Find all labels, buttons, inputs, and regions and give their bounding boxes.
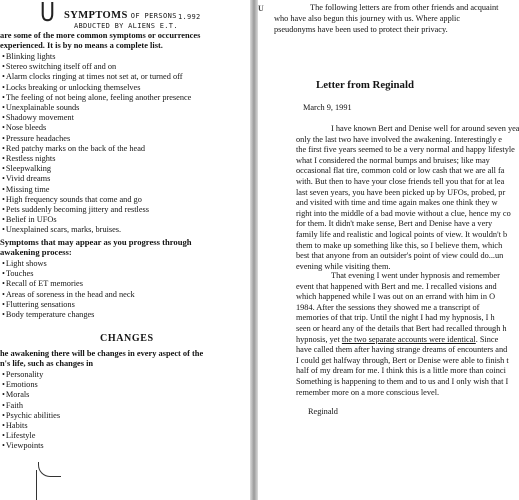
changes-heading: CHANGES	[100, 333, 154, 344]
text-line: occasional flat tire, common cold or low cash that we are all fa	[296, 166, 505, 176]
underlined-phrase: the two separate accounts were identical	[341, 334, 476, 344]
letter-date: March 9, 1991	[303, 103, 352, 112]
text-line: the first five years seemed to be a very normal and happy lifestyle	[296, 145, 515, 155]
intro-line-1: The following letters are from other friends and acquaint	[310, 3, 499, 12]
list-item: • Touches	[2, 269, 135, 279]
text-line: I have known Bert and Denise well for around seven yea	[331, 124, 519, 133]
list-item: • Missing time	[2, 185, 191, 195]
hand-drawn-line	[36, 470, 37, 500]
text-line: event that happened with Bert and me. I recalled visions and	[296, 281, 497, 291]
text-line: 1984. After the sessions they showed me a transcript of	[296, 302, 480, 312]
text-line: remember more on a more conscious level.	[296, 387, 440, 397]
list-item: • Shadowy movement	[2, 113, 191, 123]
text-line: evening while visiting them.	[296, 261, 391, 271]
intro-line-1: are some of the more common symptoms or occurrences	[0, 31, 201, 40]
text-line: for them. It didn't make sense, Bert and Denise have a very	[296, 219, 493, 229]
list-item: • Belief in UFOs	[2, 215, 191, 225]
text-line: best that anyone from an outsider's point of view could do...un	[296, 251, 504, 261]
text-line: memories of that trip. Until the night I had my hypnosis, I h	[296, 313, 495, 323]
list-item: • Fluttering sensations	[2, 300, 135, 310]
intro-line-2: who have also begun this journey with us. Where applic	[274, 14, 461, 23]
title-bold: SYMPTOMS	[64, 10, 128, 21]
hand-drawn-mark	[38, 462, 61, 477]
list-item: • Recall of ET memories	[2, 279, 135, 289]
list-item: • Blinking lights	[2, 52, 191, 62]
right-page	[258, 0, 519, 500]
text-line: and visited with time and time again makes one think they w	[296, 198, 498, 208]
text-line: right into the middle of a bad movie without a clue, hence my co	[296, 208, 511, 218]
list-item: • Morals	[2, 390, 60, 400]
list-item: • Locks breaking or unlocking themselves	[2, 83, 191, 93]
text-line: half of my dream for me. I think this is a little more than coinci	[296, 366, 506, 376]
text-line: with. But then to have your close friends tell you that for at lea	[296, 177, 505, 186]
list-item: • Light shows	[2, 259, 135, 269]
text-line: which happened while I was out on an errand with him in O	[296, 292, 496, 302]
progress-symptom-list	[2, 259, 135, 320]
text-line: what I considered the normal bumps and bruises; like may	[296, 155, 490, 165]
list-item: • Unexplainable sounds	[2, 103, 191, 113]
list-item: • Body temperature changes	[2, 310, 135, 320]
text-line: family life and realistic and logical points of view. It wouldn't b	[296, 230, 508, 239]
changes-intro-line-2: n's life, such as changes in	[0, 359, 94, 368]
handwritten-letter: U	[39, 0, 56, 28]
list-item: • Habits	[2, 421, 60, 431]
handwritten-number: 1.992	[178, 13, 201, 21]
list-item: • Nose bleeds	[2, 123, 191, 133]
list-item: • Personality	[2, 370, 60, 380]
left-page	[0, 0, 250, 500]
text-line: last seven years, you have been picked up by UFOs, probed, pr	[296, 187, 506, 197]
letter-title: Letter from Reginald	[316, 79, 414, 91]
text-line: seen or heard any of the details that Bert had recalled through h	[296, 324, 507, 333]
list-item: • Alarm clocks ringing at times not set at, or turned off	[2, 72, 191, 82]
list-item: • Psychic abilities	[2, 411, 60, 421]
changes-list	[2, 370, 60, 452]
corner-mark: U	[258, 4, 264, 13]
title-handwritten-1: OF PERSONS	[130, 12, 177, 20]
list-item: • Viewpoints	[2, 441, 60, 451]
changes-intro-line-1: he awakening there will be changes in every aspect of the	[0, 349, 204, 358]
list-item: • Pets suddenly becoming jittery and restless	[2, 205, 191, 215]
text-line: Something is happening to them and to us and I only wish that I	[296, 377, 509, 386]
text-line: I could get halfway through, Bert or Denise were able to finish t	[296, 355, 509, 365]
list-item: • Emotions	[2, 380, 60, 390]
page-title	[64, 10, 177, 21]
signature: Reginald	[308, 407, 338, 416]
list-item: • High frequency sounds that come and go	[2, 195, 191, 205]
progress-heading-line-2: awakening process:	[0, 247, 72, 257]
list-item: • Red patchy marks on the back of the head	[2, 144, 191, 154]
list-item: • Unexplained scars, marks, bruises.	[2, 225, 191, 235]
text-line: That evening I went under hypnosis and remember	[331, 271, 500, 280]
text-segment: . Since	[475, 334, 499, 344]
text-segment: hypnosis, yet	[296, 334, 342, 344]
list-item: • The feeling of not being alone, feeling another presence	[2, 93, 191, 103]
book-spine	[250, 0, 258, 500]
list-item: • Vivid dreams	[2, 174, 191, 184]
text-line: have called them after having strange dreams of encounters and	[296, 345, 508, 355]
text-line: them to make up something like this, so I believe them, which	[296, 240, 503, 250]
list-item: • Faith	[2, 401, 60, 411]
title-handwritten-2: ABDUCTED BY ALIENS E.T.	[74, 22, 178, 30]
text-line-underlined	[296, 335, 498, 346]
list-item: • Sleepwalking	[2, 164, 191, 174]
list-item: • Lifestyle	[2, 431, 60, 441]
intro-line-3: pseudonyms have been used to protect their privacy.	[274, 25, 448, 34]
progress-heading-line-1: Symptoms that may appear as you progress through	[0, 237, 192, 247]
list-item: • Areas of soreness in the head and neck	[2, 290, 135, 300]
list-item: • Restless nights	[2, 154, 191, 164]
list-item: • Pressure headaches	[2, 134, 191, 144]
text-line: only the last two have involved the awakening. Interestingly e	[296, 134, 502, 144]
intro-line-2: experienced. It is by no means a complete list.	[0, 41, 163, 50]
symptom-list	[2, 52, 191, 236]
list-item: • Stereo switching itself off and on	[2, 62, 191, 72]
